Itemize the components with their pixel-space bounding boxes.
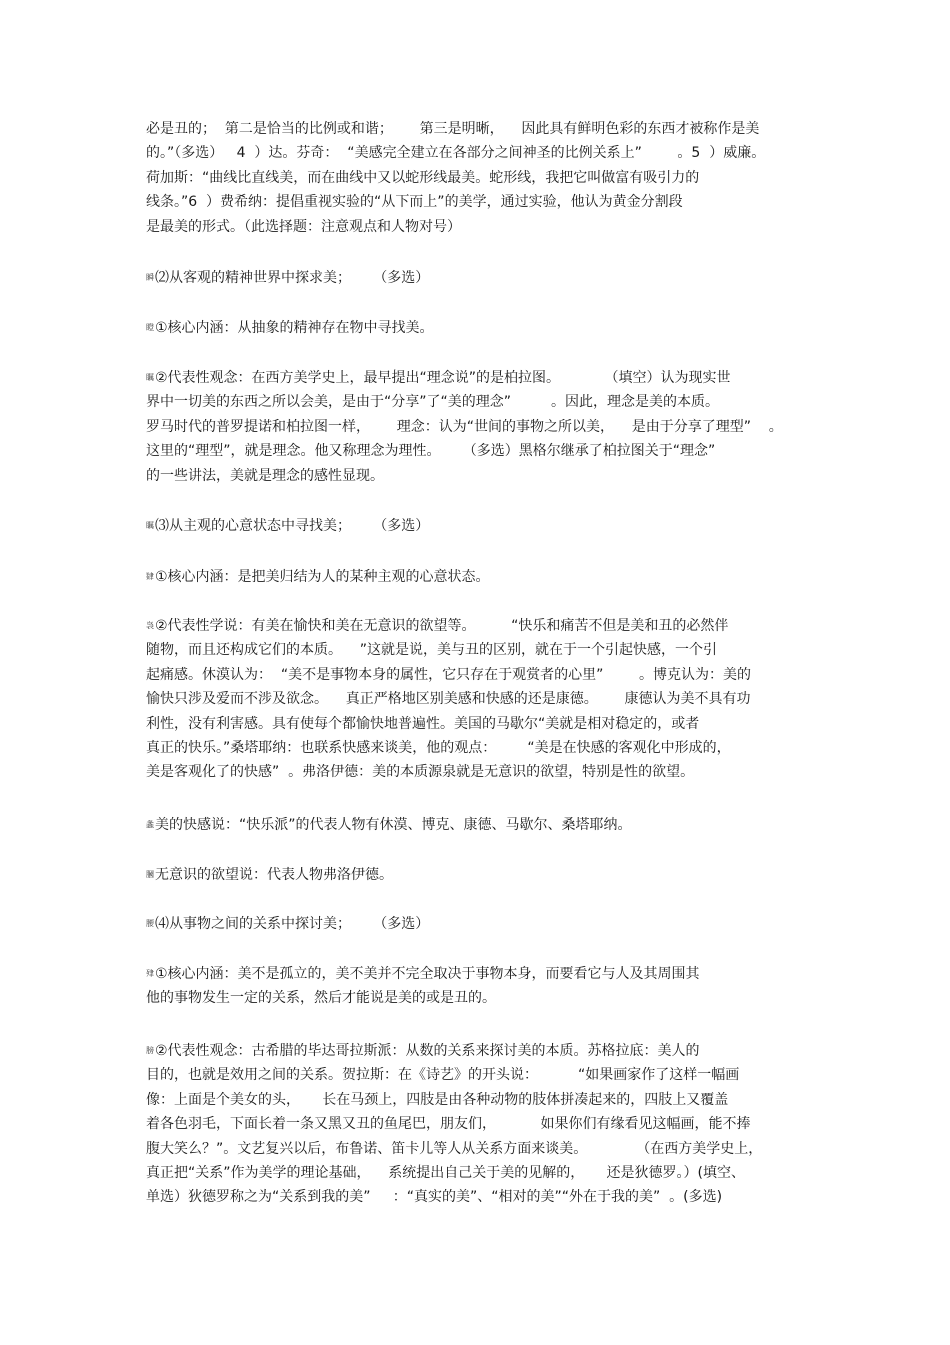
paragraph-marker: 膕 [146,870,154,879]
paragraph-marker: 瞬 [146,273,154,282]
text-line: 真正的快乐。”桑塔耶纳：也联系快感来谈美，他的观点： “美是在快感的客观化中形成的， [146,739,731,756]
line-text: ②代表性观念：在西方美学史上，最早提出“理念说”的是柏拉图。 （填空）认为现实世 [155,370,731,387]
line-text: ②代表性观念：古希腊的毕达哥拉斯派：从数的关系来探讨美的本质。苏格拉底：美人的 [155,1043,700,1060]
paragraph-marker: 腰 [146,919,154,928]
text-line: 利性，没有利害感。具有使每个都愉快地普遍性。美国的马歇尔“美就是相对稳定的，或者 [146,715,700,732]
paragraph-core-meaning-1 [146,316,826,340]
line-text: ②代表性学说：有美在愉快和美在无意识的欲望等。 “快乐和痛苦不但是美和丑的必然伴 [155,618,729,635]
text-line [146,514,826,538]
heading-objective-spirit [146,266,826,290]
text-line: 起痛感。休漠认为： “美不是事物本身的属性，它只存在于观赏者的心里” 。博克认为：美的 [146,666,752,683]
text-line: 腹大笑么？”。文艺复兴以后，布鲁诺、笛卡儿等人从关系方面来谈美。 （在西方美学史上， [146,1140,763,1157]
text-line: 随物，而且还构成它们的本质。 ”这就是说，美与丑的区别，就在于一个引起快感，一个引 [146,642,718,659]
text-line: 线条。”6 ）费希纳：提倡重视实验的“从下而上”的美学，通过实验，他认为黄金分割段 [146,194,683,211]
text-line [146,266,826,290]
paragraph-marker: 肄 [146,572,154,581]
heading-subjective-mind [146,514,826,538]
text-line [146,614,826,638]
text-line [146,565,826,589]
text-line [146,912,826,936]
heading-text: ⑷从事物之间的关系中探讨美； （多选） [155,916,430,933]
text-line [146,962,826,986]
line-text: 无意识的欲望说：代表人物弗洛伊德。 [155,867,393,884]
text-line: 荷加斯：“曲线比直线美，而在曲线中又以蛇形线最美。蛇形线，我把它叫做富有吸引力的 [146,169,700,186]
text-line: 美是客观化了的快感” 。弗洛伊德：美的本质源泉就是无意识的欲望，特别是性的欲望。 [146,764,695,781]
line-text: ①核心内涵：美不是孤立的，美不美并不完全取决于事物本身，而要看它与人及其周围其 [155,966,700,983]
line-text: ①核心内涵：从抽象的精神存在物中寻找美。 [155,320,434,337]
paragraph-aesthetic-forms [146,117,826,239]
paragraph-core-meaning-3 [146,962,826,1011]
paragraph-pleasure-theories [146,614,826,785]
paragraph-marker: 螽 [146,820,154,829]
paragraph-relation-views [146,1039,826,1210]
paragraph-pleasure-school [146,813,826,837]
text-line: 界中一切美的东西之所以会美，是由于“分享”了“美的理念” 。因此，理念是美的本质。 [146,394,720,411]
text-line: 目的，也就是效用之间的关系。贺拉斯：在《诗艺》的开头说： “如果画家作了这样一幅画 [146,1067,740,1084]
paragraph-marker: 瞩 [146,373,154,382]
text-line [146,366,826,390]
text-line: 着各色羽毛，下面长着一条又黑又丑的鱼尾巴，朋友们， 如果你们有缘看见这幅画，能不捧 [146,1116,751,1133]
heading-text: ⑶从主观的心意状态中寻找美； （多选） [155,518,430,535]
paragraph-marker: 袅 [146,621,154,630]
text-line: 必是丑的； 第二是恰当的比例或和谐； 第三是明晰， 因此具有鲜明色彩的东西才被称作是美 [146,121,760,137]
text-line: 他的事物发生一定的关系，然后才能说是美的或是丑的。 [146,990,496,1007]
paragraph-marker: 膀 [146,1046,154,1055]
text-line: 是最美的形式。（此选择题：注意观点和人物对号） [146,218,461,235]
text-line: 的。”（多选） 4 ）达。芬奇： “美感完全建立在各部分之间神圣的比例关系上” 。5 ）威廉。 [146,145,766,162]
heading-relations [146,912,826,936]
line-text: 美的快感说：“快乐派”的代表人物有休漠、博克、康德、马歇尔、桑塔耶纳。 [155,817,632,834]
text-line [146,316,826,340]
text-line: 愉快只涉及爱而不涉及欲念。 真正严格地区别美感和快感的还是康德。 康德认为美不具有功 [146,691,751,708]
text-line: 罗马时代的普罗提诺和柏拉图一样， 理念：认为“世间的事物之所以美， 是由于分享了理型” 。 [146,418,783,435]
text-line [146,813,826,837]
heading-text: ⑵从客观的精神世界中探求美； （多选） [155,270,430,287]
paragraph-unconscious-desire [146,863,826,887]
text-line [146,863,826,887]
paragraph-marker: 肂 [146,969,154,978]
line-text: ①核心内涵：是把美归结为人的某种主观的心意状态。 [155,569,490,586]
text-line [146,1039,826,1063]
paragraph-marker: 瞩 [146,521,154,530]
text-line: 真正把“关系”作为美学的理论基础， 系统提出自己关于美的见解的， 还是狄德罗。）(填空、 [146,1164,746,1181]
text-line: 像：上面是个美女的头， 长在马颈上，四肢是由各种动物的肢体拼凑起来的，四肢上又覆盖 [146,1091,729,1108]
paragraph-core-meaning-2 [146,565,826,589]
text-line: 单选）狄德罗称之为“关系到我的美” ：“真实的美”、“相对的美”“外在于我的美” 。(多选) [146,1189,723,1206]
paragraph-marker: 瞪 [146,323,154,332]
text-line: 这里的“理型”，就是理念。他又称理念为理性。 （多选）黑格尔继承了柏拉图关于“理念” [146,443,716,460]
text-line: 的一些讲法，美就是理念的感性显现。 [146,467,384,484]
paragraph-idea-theory [146,366,826,488]
